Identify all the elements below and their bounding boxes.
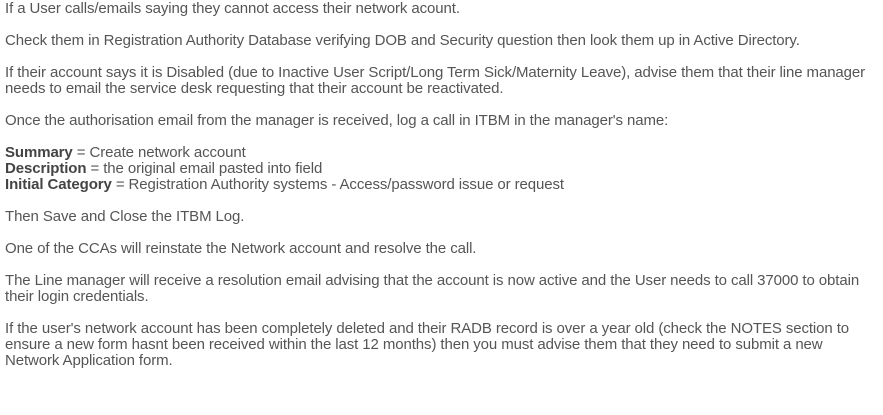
field-initial-category: [5, 177, 879, 193]
field-value-description: = the original email pasted into field: [86, 160, 323, 177]
field-summary: [5, 145, 879, 161]
field-key-initial-category: Initial Category: [5, 176, 112, 193]
reinstate-paragraph: One of the CCAs will reinstate the Network account and resolve the call.: [5, 240, 477, 257]
save-close-paragraph: Then Save and Close the ITBM Log.: [5, 208, 245, 225]
deleted-account-paragraph: If the user's network account has been completely deleted and their RADB record is over a year old (check the NOTES section to ensure a new form hasnt been received within the last 12 months) then you must advise them that they need to submit a new Network Application form.: [5, 320, 850, 369]
itbm-fields-list: [5, 145, 879, 193]
log-call-paragraph: Once the authorisation email from the manager is received, log a call in ITBM in the manager's name:: [5, 112, 669, 129]
disabled-account-paragraph: If their account says it is Disabled (due to Inactive User Script/Long Term Sick/Maternity Leave), advise them that their line manager needs to email the service desk requesting that their account be reactivated.: [5, 64, 866, 97]
field-value-initial-category: = Registration Authority systems - Access/password issue or request: [111, 176, 564, 193]
field-value-summary: = Create network account: [72, 144, 246, 161]
intro-paragraph: If a User calls/emails saying they cannot access their network acount.: [5, 0, 460, 17]
field-key-summary: Summary: [5, 144, 73, 161]
check-radb-paragraph: Check them in Registration Authority Database verifying DOB and Security question then look them up in Active Directory.: [5, 32, 800, 49]
field-description: [5, 161, 879, 177]
resolution-email-paragraph: The Line manager will receive a resolution email advising that the account is now active and the User needs to call 37000 to obtain their login credentials.: [5, 272, 860, 305]
field-key-description: Description: [5, 160, 87, 177]
